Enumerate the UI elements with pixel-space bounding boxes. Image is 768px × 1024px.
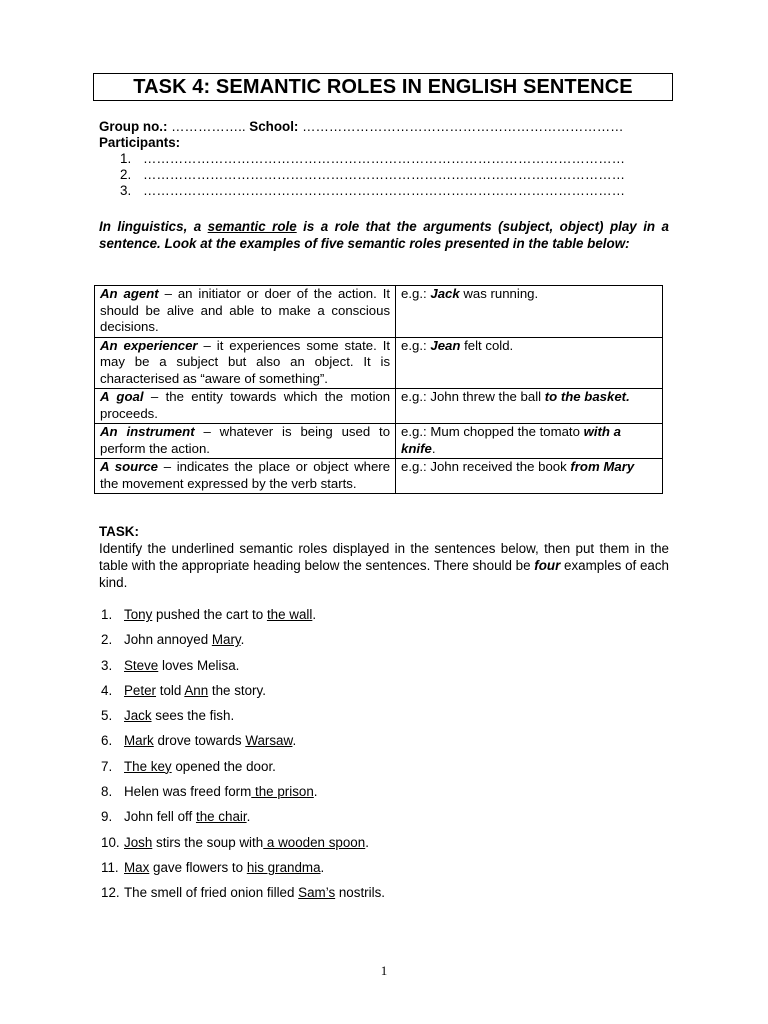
- underlined-role: Warsaw: [245, 733, 293, 749]
- underlined-role: Mark: [124, 733, 154, 749]
- group-label: Group no.:: [99, 119, 168, 134]
- page-number: 1: [380, 963, 388, 978]
- sentence-item: [101, 808, 661, 833]
- underlined-role: Steve: [124, 657, 159, 673]
- task-emphasis: four: [534, 558, 561, 573]
- sentence-fragment: sees the fish.: [151, 708, 235, 724]
- role-example-cell: [396, 286, 663, 338]
- example-text: e.g.:: [401, 337, 431, 353]
- role-definition-cell: [95, 459, 396, 494]
- sentence-number: 7.: [101, 758, 113, 774]
- role-definition-cell: [95, 337, 396, 389]
- sentence-text: [124, 835, 369, 850]
- sentence-number: 8.: [101, 784, 113, 800]
- title-box: [93, 73, 673, 101]
- role-definition: – whatever is being used to perform the action.: [100, 424, 391, 456]
- underlined-role: Tony: [124, 607, 153, 622]
- sentence-text: [124, 683, 266, 698]
- participant-number: 1.: [120, 151, 132, 166]
- example-emphasis: Jean: [430, 337, 461, 353]
- sentence-fragment: .: [365, 834, 369, 850]
- sentence-fragment: .: [240, 632, 245, 648]
- example-text: e.g.:: [401, 286, 431, 301]
- participant-line[interactable]: [99, 167, 659, 183]
- underlined-role: Mary: [211, 632, 241, 648]
- sentence-number: 10.: [101, 834, 120, 850]
- participants-label: Participants:: [99, 135, 181, 150]
- participant-field[interactable]: ………………………………………………………………………………………………: [143, 183, 626, 198]
- sentence-fragment: John fell off: [124, 809, 196, 825]
- intro-text-rest: is a role that the arguments (subject, object) play in a sentence. Look at the examples of five semantic roles presented in the table below:: [99, 219, 669, 251]
- sentence-text: [124, 733, 296, 748]
- role-definition: – the entity towards which the motion proceeds.: [100, 389, 391, 421]
- role-example-cell: [396, 459, 663, 494]
- example-emphasis: with a knife: [401, 424, 621, 456]
- role-row: [95, 337, 663, 389]
- underlined-role: Ann: [184, 682, 209, 698]
- example-text: e.g.: John received the book: [401, 459, 571, 474]
- semantic-roles-table: [94, 285, 663, 494]
- role-definition-cell: [95, 424, 396, 459]
- role-definition-cell: [95, 389, 396, 424]
- sentence-number: 2.: [101, 632, 113, 648]
- underlined-role: Sam’s: [298, 885, 336, 901]
- role-definition: – it experiences some state. It may be a subject but also an object. It is characterised as “aware of something”.: [100, 337, 391, 386]
- sentence-text: [124, 784, 318, 799]
- underlined-role: a wooden spoon: [263, 834, 366, 850]
- underlined-role: Josh: [124, 834, 153, 850]
- sentence-number: 9.: [101, 809, 113, 825]
- sentence-item: [101, 783, 661, 808]
- sentence-fragment: loves Melisa.: [158, 657, 240, 673]
- participant-line[interactable]: [99, 151, 659, 167]
- sentence-fragment: stirs the soup with: [152, 834, 264, 850]
- sentence-fragment: drove towards: [153, 733, 246, 749]
- intro-term: semantic role: [207, 219, 297, 234]
- header-form: [99, 119, 659, 199]
- sentence-fragment: Helen was freed form: [124, 784, 252, 800]
- sentence-fragment: .: [292, 733, 297, 749]
- sentence-item: [101, 631, 661, 656]
- group-school-line: [99, 119, 659, 135]
- sentence-item: [101, 606, 661, 631]
- example-text-end: .: [431, 440, 436, 456]
- sentence-text: [124, 885, 385, 900]
- underlined-role: Peter: [124, 682, 157, 698]
- sentence-item: [101, 758, 661, 783]
- sentence-fragment: .: [313, 784, 318, 800]
- sentence-text: [124, 759, 276, 774]
- task-heading: TASK:: [99, 524, 139, 539]
- sentence-item: [101, 707, 661, 732]
- task-section: [99, 523, 669, 591]
- underlined-role: the prison: [251, 784, 314, 800]
- sentence-text: [124, 860, 324, 875]
- group-field[interactable]: ……………..: [167, 119, 250, 134]
- intro-text: In linguistics, a: [99, 219, 208, 234]
- role-definition: – an initiator or doer of the action. It should be alive and able to make a conscious decisions.: [100, 286, 391, 334]
- school-field[interactable]: ………………………………………………………………: [298, 119, 624, 134]
- sentence-item: [101, 834, 661, 859]
- participant-field[interactable]: ………………………………………………………………………………………………: [143, 151, 626, 166]
- sentence-text: [124, 809, 250, 824]
- sentence-fragment: opened the door.: [171, 758, 276, 774]
- underlined-role: Jack: [124, 708, 152, 724]
- role-term: An agent: [100, 286, 159, 301]
- sentence-number: 11.: [101, 859, 119, 875]
- sentence-number: 4.: [101, 682, 113, 698]
- role-term: A goal: [100, 389, 144, 404]
- school-label: School:: [249, 119, 299, 134]
- example-emphasis: Jack: [430, 286, 460, 301]
- role-row: [95, 459, 663, 494]
- sentence-fragment: .: [320, 859, 325, 875]
- task-text-end: examples of each kind.: [99, 558, 669, 590]
- example-text: e.g.: John threw the ball: [401, 389, 545, 404]
- participants-list: [99, 151, 659, 199]
- task-instructions: [99, 540, 669, 591]
- sentence-item: [101, 859, 661, 884]
- role-row: [95, 389, 663, 424]
- underlined-role: his grandma: [246, 859, 321, 875]
- underlined-role: Max: [124, 859, 150, 875]
- role-term: An instrument: [100, 424, 195, 439]
- underlined-role: The key: [124, 758, 172, 774]
- sentence-list: [101, 606, 661, 910]
- example-emphasis: to the basket.: [544, 389, 630, 404]
- example-text: e.g.: Mum chopped the tomato: [401, 424, 584, 439]
- sentence-fragment: gave flowers to: [149, 859, 247, 875]
- sentence-number: 6.: [101, 733, 113, 749]
- role-row: [95, 424, 663, 459]
- participant-number: 3.: [120, 183, 132, 198]
- example-text-end: felt cold.: [460, 337, 514, 353]
- example-text-end: was running.: [459, 286, 539, 301]
- sentence-fragment: pushed the cart to: [152, 607, 267, 622]
- sentence-fragment: nostrils.: [335, 885, 385, 901]
- example-emphasis: from Mary: [570, 459, 635, 474]
- underlined-role: the wall: [266, 607, 313, 622]
- role-example-cell: [396, 337, 663, 389]
- participant-number: 2.: [120, 167, 132, 182]
- sentence-fragment: John annoyed: [124, 632, 212, 648]
- sentence-fragment: the story.: [208, 682, 266, 698]
- sentence-number: 1.: [101, 607, 113, 622]
- sentence-number: 3.: [101, 657, 113, 673]
- task-text: Identify the underlined semantic roles displayed in the sentences below, then put them in the table with the appropriate heading below the sentences. There should be: [99, 541, 669, 573]
- sentence-number: 5.: [101, 708, 113, 724]
- role-definition: – indicates the place or object where the movement expressed by the verb starts.: [100, 459, 391, 491]
- sentence-fragment: The smell of fried onion filled: [124, 885, 299, 901]
- sentence-item: [101, 884, 661, 909]
- sentence-text: [124, 607, 316, 622]
- page-title: TASK 4: SEMANTIC ROLES IN ENGLISH SENTENCE: [133, 75, 633, 98]
- role-example-cell: [396, 424, 663, 459]
- sentence-text: [124, 658, 239, 673]
- sentence-item: [101, 732, 661, 757]
- underlined-role: the chair: [195, 809, 247, 825]
- sentence-fragment: .: [312, 607, 317, 622]
- participant-field[interactable]: ………………………………………………………………………………………………: [143, 167, 626, 182]
- role-example-cell: [396, 389, 663, 424]
- sentence-text: [124, 632, 244, 647]
- participant-line[interactable]: [99, 183, 659, 199]
- sentence-fragment: told: [156, 682, 185, 698]
- sentence-item: [101, 657, 661, 682]
- role-term: A source: [100, 459, 158, 474]
- sentence-item: [101, 682, 661, 707]
- role-definition-cell: [95, 286, 396, 338]
- sentence-number: 12.: [101, 885, 120, 901]
- role-term: An experiencer: [100, 337, 198, 353]
- sentence-fragment: .: [246, 809, 251, 825]
- intro-paragraph: [99, 218, 669, 252]
- sentence-text: [124, 708, 234, 723]
- role-row: [95, 286, 663, 338]
